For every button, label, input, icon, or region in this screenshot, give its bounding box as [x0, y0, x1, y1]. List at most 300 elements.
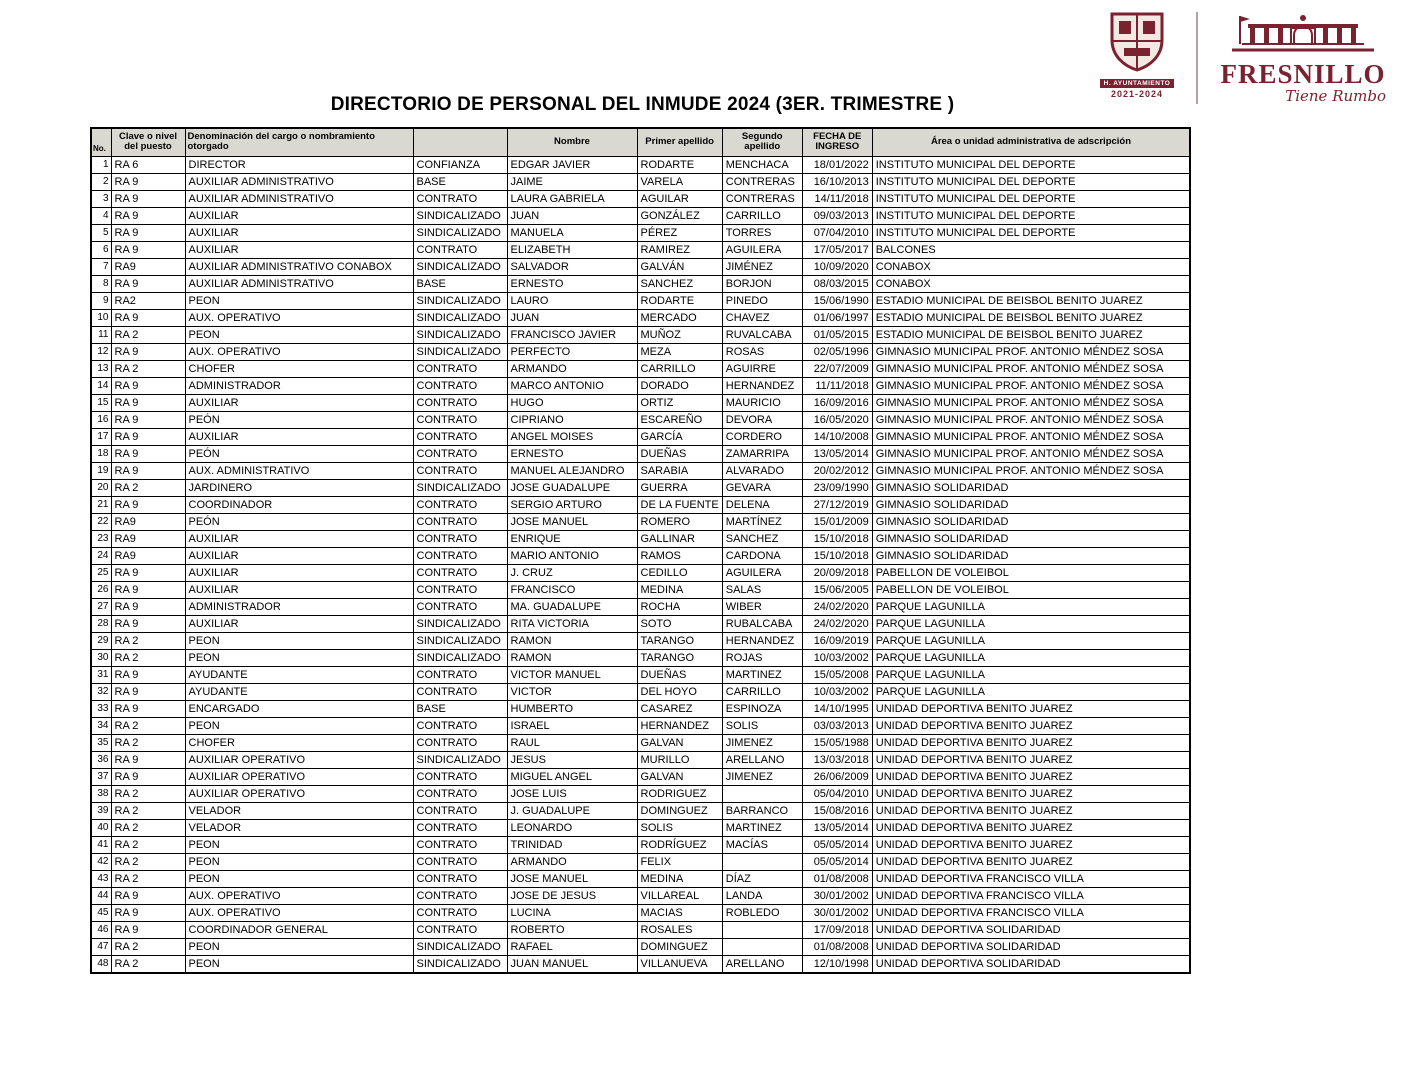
cell: 12/10/1998 — [802, 955, 872, 973]
table-row — [91, 173, 1190, 190]
table-row — [91, 343, 1190, 360]
cell: 01/06/1997 — [802, 309, 872, 326]
cell: SINDICALIZADO — [413, 632, 507, 649]
cell: 15/06/2005 — [802, 581, 872, 598]
cell: AUXILIAR — [185, 615, 413, 632]
table-row — [91, 462, 1190, 479]
cell: J. GUADALUPE — [507, 802, 637, 819]
cell: CONTRATO — [413, 496, 507, 513]
cell: 15/06/1990 — [802, 292, 872, 309]
cell: JIMENEZ — [722, 734, 802, 751]
cell: SOLIS — [637, 819, 722, 836]
table-row — [91, 411, 1190, 428]
table-row — [91, 683, 1190, 700]
cell: DEL HOYO — [637, 683, 722, 700]
cell: FRANCISCO JAVIER — [507, 326, 637, 343]
cell: LAURA GABRIELA — [507, 190, 637, 207]
cell: PEON — [185, 938, 413, 955]
cell: RA 9 — [111, 615, 185, 632]
cell: DOMINGUEZ — [637, 802, 722, 819]
cell: CARRILLO — [637, 360, 722, 377]
cell: CARRILLO — [722, 207, 802, 224]
cell: CONTRATO — [413, 530, 507, 547]
cell: UNIDAD DEPORTIVA FRANCISCO VILLA — [872, 870, 1190, 887]
cell: RA 9 — [111, 343, 185, 360]
cell: RAFAEL — [507, 938, 637, 955]
cell: UNIDAD DEPORTIVA SOLIDARIDAD — [872, 938, 1190, 955]
cell: 48 — [91, 955, 111, 973]
cell: PEÓN — [185, 445, 413, 462]
cell: GIMNASIO MUNICIPAL PROF. ANTONIO MÉNDEZ SOSA — [872, 394, 1190, 411]
cell: RA 9 — [111, 751, 185, 768]
cell: RA9 — [111, 513, 185, 530]
cell: MEDINA — [637, 870, 722, 887]
column-header: Denominación del cargo o nombramiento otorgado — [185, 128, 413, 156]
cell: 7 — [91, 258, 111, 275]
cell: RA 9 — [111, 428, 185, 445]
cell: RAUL — [507, 734, 637, 751]
cell: ROBERTO — [507, 921, 637, 938]
cell: UNIDAD DEPORTIVA BENITO JUAREZ — [872, 785, 1190, 802]
table-row — [91, 785, 1190, 802]
cell: 13/05/2014 — [802, 445, 872, 462]
cell: GIMNASIO MUNICIPAL PROF. ANTONIO MÉNDEZ SOSA — [872, 411, 1190, 428]
cell: 22 — [91, 513, 111, 530]
cell: LUCINA — [507, 904, 637, 921]
cell: PERFECTO — [507, 343, 637, 360]
table-row — [91, 938, 1190, 955]
cell: RA 2 — [111, 819, 185, 836]
cell: ROMERO — [637, 513, 722, 530]
cell: 14/11/2018 — [802, 190, 872, 207]
cell: BASE — [413, 700, 507, 717]
cell: MA. GUADALUPE — [507, 598, 637, 615]
cell: ROJAS — [722, 649, 802, 666]
cell: UNIDAD DEPORTIVA FRANCISCO VILLA — [872, 904, 1190, 921]
cell: SINDICALIZADO — [413, 292, 507, 309]
cell: CARDONA — [722, 547, 802, 564]
cell: RA 6 — [111, 156, 185, 173]
cell: DOMINGUEZ — [637, 938, 722, 955]
table-row — [91, 666, 1190, 683]
cell: VICTOR MANUEL — [507, 666, 637, 683]
cell: MERCADO — [637, 309, 722, 326]
cell: 14/10/1995 — [802, 700, 872, 717]
cell: CHAVEZ — [722, 309, 802, 326]
cell: RA 2 — [111, 649, 185, 666]
cell: PARQUE LAGUNILLA — [872, 666, 1190, 683]
cell: TARANGO — [637, 649, 722, 666]
cell: CONTRATO — [413, 666, 507, 683]
cell: CARRILLO — [722, 683, 802, 700]
cell: CONTRATO — [413, 717, 507, 734]
cell: JIMÉNEZ — [722, 258, 802, 275]
cell: 13/05/2014 — [802, 819, 872, 836]
cell: RA 2 — [111, 853, 185, 870]
cell: 2 — [91, 173, 111, 190]
cell: AGUIRRE — [722, 360, 802, 377]
cell: 22/07/2009 — [802, 360, 872, 377]
cell: RA 9 — [111, 700, 185, 717]
cell: INSTITUTO MUNICIPAL DEL DEPORTE — [872, 156, 1190, 173]
cell: 26/06/2009 — [802, 768, 872, 785]
cell: 05/04/2010 — [802, 785, 872, 802]
cell: RUVALCABA — [722, 326, 802, 343]
cell: 16/05/2020 — [802, 411, 872, 428]
cell: RA 9 — [111, 496, 185, 513]
table-row — [91, 224, 1190, 241]
cell: ROSALES — [637, 921, 722, 938]
cell: RA 9 — [111, 411, 185, 428]
table-row — [91, 819, 1190, 836]
cell: 16/09/2016 — [802, 394, 872, 411]
cell: AUXILIAR — [185, 530, 413, 547]
cell: RA 9 — [111, 581, 185, 598]
cell: RAMIREZ — [637, 241, 722, 258]
column-header: Primer apellido — [637, 128, 722, 156]
cell: BORJON — [722, 275, 802, 292]
cell: CHOFER — [185, 360, 413, 377]
table-row — [91, 581, 1190, 598]
table-row — [91, 377, 1190, 394]
cell: 24/02/2020 — [802, 598, 872, 615]
cell: RA 9 — [111, 666, 185, 683]
cell: 4 — [91, 207, 111, 224]
cell: JOSE DE JESUS — [507, 887, 637, 904]
cell: 33 — [91, 700, 111, 717]
cell: HUMBERTO — [507, 700, 637, 717]
table-row — [91, 547, 1190, 564]
cell: UNIDAD DEPORTIVA BENITO JUAREZ — [872, 734, 1190, 751]
cell: GIMNASIO MUNICIPAL PROF. ANTONIO MÉNDEZ SOSA — [872, 343, 1190, 360]
cell: CONTRERAS — [722, 173, 802, 190]
cell: VARELA — [637, 173, 722, 190]
cell: AUXILIAR — [185, 394, 413, 411]
column-header: Nombre — [507, 128, 637, 156]
cell: RA9 — [111, 258, 185, 275]
cell: LAURO — [507, 292, 637, 309]
cell: 16/09/2019 — [802, 632, 872, 649]
cell: RA 9 — [111, 173, 185, 190]
cell: 39 — [91, 802, 111, 819]
cell: RA 9 — [111, 275, 185, 292]
cell: RA 2 — [111, 479, 185, 496]
column-header: FECHA DE INGRESO — [802, 128, 872, 156]
table-row — [91, 921, 1190, 938]
cell: RA 9 — [111, 904, 185, 921]
cell: 20/02/2012 — [802, 462, 872, 479]
cell: AUXILIAR — [185, 428, 413, 445]
cell: CONFIANZA — [413, 156, 507, 173]
cell: SINDICALIZADO — [413, 751, 507, 768]
cell: MIGUEL ANGEL — [507, 768, 637, 785]
cell: CASAREZ — [637, 700, 722, 717]
cell: 07/04/2010 — [802, 224, 872, 241]
cell: CORDERO — [722, 428, 802, 445]
table-row — [91, 326, 1190, 343]
cell: CHOFER — [185, 734, 413, 751]
column-header: Clave o nivel del puesto — [111, 128, 185, 156]
table-row — [91, 751, 1190, 768]
cell: LANDA — [722, 887, 802, 904]
cell: AUXILIAR ADMINISTRATIVO CONABOX — [185, 258, 413, 275]
table-row — [91, 955, 1190, 973]
cell: CIPRIANO — [507, 411, 637, 428]
cell: SINDICALIZADO — [413, 938, 507, 955]
column-header — [413, 128, 507, 156]
cell: RA9 — [111, 547, 185, 564]
cell: AUX. OPERATIVO — [185, 343, 413, 360]
cell: 03/03/2013 — [802, 717, 872, 734]
cell: GIMNASIO MUNICIPAL PROF. ANTONIO MÉNDEZ SOSA — [872, 377, 1190, 394]
cell: PEON — [185, 292, 413, 309]
cell: RA 2 — [111, 785, 185, 802]
table-header-row — [91, 128, 1190, 156]
column-header: No. — [91, 128, 111, 156]
cell: RAMON — [507, 632, 637, 649]
cell: AGUILERA — [722, 241, 802, 258]
cell: ESPINOZA — [722, 700, 802, 717]
cell: 13/03/2018 — [802, 751, 872, 768]
table-row — [91, 309, 1190, 326]
cell: GIMNASIO SOLIDARIDAD — [872, 530, 1190, 547]
cell: CONTRATO — [413, 785, 507, 802]
cell: VELADOR — [185, 819, 413, 836]
cell: BARRANCO — [722, 802, 802, 819]
cell: CONABOX — [872, 275, 1190, 292]
cell: HERNANDEZ — [722, 377, 802, 394]
cell: RA 9 — [111, 309, 185, 326]
cell: 16/10/2013 — [802, 173, 872, 190]
table-row — [91, 445, 1190, 462]
cell: INSTITUTO MUNICIPAL DEL DEPORTE — [872, 190, 1190, 207]
cell: 12 — [91, 343, 111, 360]
cell: ADMINISTRADOR — [185, 377, 413, 394]
table-row — [91, 853, 1190, 870]
cell: RUBALCABA — [722, 615, 802, 632]
cell: 30/01/2002 — [802, 887, 872, 904]
table-row — [91, 564, 1190, 581]
cell: DELENA — [722, 496, 802, 513]
cell: 10 — [91, 309, 111, 326]
cell: 43 — [91, 870, 111, 887]
table-row — [91, 190, 1190, 207]
cell: 08/03/2015 — [802, 275, 872, 292]
cell: RA 2 — [111, 360, 185, 377]
cell: HERNANDEZ — [722, 632, 802, 649]
cell: 05/05/2014 — [802, 853, 872, 870]
cell: PINEDO — [722, 292, 802, 309]
cell: GIMNASIO MUNICIPAL PROF. ANTONIO MÉNDEZ SOSA — [872, 428, 1190, 445]
cell: RA 2 — [111, 870, 185, 887]
cell: COORDINADOR GENERAL — [185, 921, 413, 938]
cell: CEDILLO — [637, 564, 722, 581]
table-row — [91, 513, 1190, 530]
cell: MACIAS — [637, 904, 722, 921]
table-row — [91, 207, 1190, 224]
cell: CONTRATO — [413, 445, 507, 462]
cell: WIBER — [722, 598, 802, 615]
cell: PABELLON DE VOLEIBOL — [872, 581, 1190, 598]
cell: FRANCISCO — [507, 581, 637, 598]
cell: 01/08/2008 — [802, 870, 872, 887]
cell: AYUDANTE — [185, 666, 413, 683]
cell: SINDICALIZADO — [413, 343, 507, 360]
cell: TRINIDAD — [507, 836, 637, 853]
cell: AUXILIAR — [185, 224, 413, 241]
cell: CONTRATO — [413, 190, 507, 207]
cell: 17/05/2017 — [802, 241, 872, 258]
cell: 17/09/2018 — [802, 921, 872, 938]
table-row — [91, 479, 1190, 496]
cell: MUÑOZ — [637, 326, 722, 343]
cell: MARTINEZ — [722, 819, 802, 836]
table-row — [91, 904, 1190, 921]
cell: 21 — [91, 496, 111, 513]
cell: 26 — [91, 581, 111, 598]
cell: CONTRATO — [413, 564, 507, 581]
cell: PARQUE LAGUNILLA — [872, 598, 1190, 615]
cell: 20 — [91, 479, 111, 496]
cell: ENRIQUE — [507, 530, 637, 547]
cell: AUX. OPERATIVO — [185, 309, 413, 326]
cell: UNIDAD DEPORTIVA SOLIDARIDAD — [872, 921, 1190, 938]
brand-name: FRESNILLO — [1220, 59, 1386, 89]
cell: SINDICALIZADO — [413, 258, 507, 275]
cell: ROCHA — [637, 598, 722, 615]
table-row — [91, 836, 1190, 853]
cell: COORDINADOR — [185, 496, 413, 513]
cell: RA 2 — [111, 802, 185, 819]
cell: AUXILIAR OPERATIVO — [185, 785, 413, 802]
cell: ADMINISTRADOR — [185, 598, 413, 615]
cell: UNIDAD DEPORTIVA FRANCISCO VILLA — [872, 887, 1190, 904]
cell — [722, 921, 802, 938]
cell: INSTITUTO MUNICIPAL DEL DEPORTE — [872, 224, 1190, 241]
table-row — [91, 768, 1190, 785]
crest-years: 2021-2024 — [1110, 89, 1164, 99]
cell: 15/05/1988 — [802, 734, 872, 751]
cell: 45 — [91, 904, 111, 921]
cell: MANUELA — [507, 224, 637, 241]
cell: JOSE MANUEL — [507, 870, 637, 887]
cell: 24 — [91, 547, 111, 564]
cell: UNIDAD DEPORTIVA BENITO JUAREZ — [872, 717, 1190, 734]
cell: PEON — [185, 632, 413, 649]
cell: CONTRATO — [413, 513, 507, 530]
table-row — [91, 802, 1190, 819]
cell: JESUS — [507, 751, 637, 768]
cell: RODRÍGUEZ — [637, 836, 722, 853]
table-container — [90, 127, 1191, 974]
cell: CONTRATO — [413, 819, 507, 836]
cell: J. CRUZ — [507, 564, 637, 581]
cell: CONTRATO — [413, 887, 507, 904]
cell: CONABOX — [872, 258, 1190, 275]
cell: SALAS — [722, 581, 802, 598]
cell: AUXILIAR ADMINISTRATIVO — [185, 190, 413, 207]
cell: GIMNASIO SOLIDARIDAD — [872, 496, 1190, 513]
cell: RA 2 — [111, 836, 185, 853]
cell: SERGIO ARTURO — [507, 496, 637, 513]
cell: AUXILIAR — [185, 581, 413, 598]
cell: 15/08/2016 — [802, 802, 872, 819]
cell: 40 — [91, 819, 111, 836]
cell: UNIDAD DEPORTIVA BENITO JUAREZ — [872, 802, 1190, 819]
crest-shield-icon — [1106, 10, 1168, 77]
cell: DE LA FUENTE — [637, 496, 722, 513]
cell: SINDICALIZADO — [413, 326, 507, 343]
cell: ELIZABETH — [507, 241, 637, 258]
cell: GONZÁLEZ — [637, 207, 722, 224]
cell: CONTRATO — [413, 768, 507, 785]
cell: RA 9 — [111, 394, 185, 411]
cell: JAIME — [507, 173, 637, 190]
table-row — [91, 496, 1190, 513]
table-row — [91, 649, 1190, 666]
cell: MEZA — [637, 343, 722, 360]
cell: GALVÁN — [637, 258, 722, 275]
cell: CONTRATO — [413, 241, 507, 258]
cell: BASE — [413, 173, 507, 190]
cell: GIMNASIO SOLIDARIDAD — [872, 513, 1190, 530]
cell: RA 9 — [111, 190, 185, 207]
cell: JIMENEZ — [722, 768, 802, 785]
cell: 10/03/2002 — [802, 649, 872, 666]
cell: JOSE GUADALUPE — [507, 479, 637, 496]
cell: UNIDAD DEPORTIVA BENITO JUAREZ — [872, 819, 1190, 836]
cell: PARQUE LAGUNILLA — [872, 632, 1190, 649]
cell: 46 — [91, 921, 111, 938]
cell: UNIDAD DEPORTIVA BENITO JUAREZ — [872, 836, 1190, 853]
cell: AUXILIAR OPERATIVO — [185, 768, 413, 785]
cell: RAMON — [507, 649, 637, 666]
cell: GALVAN — [637, 734, 722, 751]
table-row — [91, 887, 1190, 904]
page-title: DIRECTORIO DE PERSONAL DEL INMUDE 2024 (3ER. TRIMESTRE ) — [330, 94, 955, 115]
cell: DORADO — [637, 377, 722, 394]
cell: RA 9 — [111, 445, 185, 462]
cell: 14 — [91, 377, 111, 394]
cell: SINDICALIZADO — [413, 309, 507, 326]
cell: JOSE MANUEL — [507, 513, 637, 530]
cell: GALVAN — [637, 768, 722, 785]
cell — [722, 938, 802, 955]
cell: SANCHEZ — [637, 275, 722, 292]
cell: 5 — [91, 224, 111, 241]
cell: TARANGO — [637, 632, 722, 649]
cell: 15 — [91, 394, 111, 411]
cell: 8 — [91, 275, 111, 292]
cell: DÍAZ — [722, 870, 802, 887]
table-row — [91, 615, 1190, 632]
cell: 17 — [91, 428, 111, 445]
cell: 47 — [91, 938, 111, 955]
cell: ORTIZ — [637, 394, 722, 411]
cell: AUX. OPERATIVO — [185, 904, 413, 921]
cell: 44 — [91, 887, 111, 904]
cell: AUXILIAR — [185, 207, 413, 224]
cell: UNIDAD DEPORTIVA BENITO JUAREZ — [872, 853, 1190, 870]
cell: 05/05/2014 — [802, 836, 872, 853]
table-row — [91, 292, 1190, 309]
cell: PEON — [185, 717, 413, 734]
cell: RODARTE — [637, 156, 722, 173]
cell: CONTRATO — [413, 428, 507, 445]
cell: 38 — [91, 785, 111, 802]
cell: CONTRATO — [413, 394, 507, 411]
cell: RA 9 — [111, 207, 185, 224]
